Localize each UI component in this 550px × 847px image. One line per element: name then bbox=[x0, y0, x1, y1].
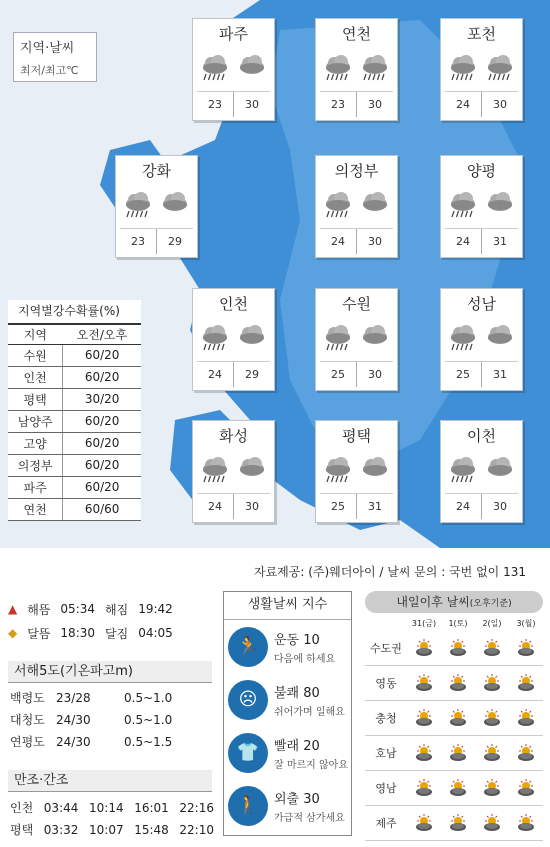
wave-title: 서해5도(기온파고m) bbox=[8, 661, 212, 683]
cloud-icon bbox=[360, 455, 390, 489]
tide-title: 만조·간조 bbox=[8, 770, 212, 792]
tide-time: 10:14 bbox=[89, 801, 124, 815]
precip-value: 60/20 bbox=[63, 476, 141, 498]
city-card bbox=[440, 18, 523, 121]
moonrise-time: 18:30 bbox=[60, 626, 96, 640]
island-wave: 0.5~1.5 bbox=[124, 735, 173, 749]
tide-row bbox=[10, 819, 214, 841]
island-name: 연평도 bbox=[10, 735, 45, 749]
island-wave: 0.5~1.0 bbox=[124, 691, 173, 705]
temp-high: 31 bbox=[368, 500, 382, 513]
tide-time: 03:32 bbox=[43, 823, 79, 837]
precip-value: 60/20 bbox=[63, 366, 141, 388]
forecast-region: 호남 bbox=[375, 747, 397, 760]
rain-cloud-icon bbox=[200, 53, 230, 87]
sunrise-label: 해뜸 bbox=[27, 602, 51, 617]
forecast-row bbox=[365, 666, 543, 701]
sun-row bbox=[8, 597, 218, 621]
rain-cloud-icon bbox=[360, 53, 390, 87]
forecast-panel bbox=[365, 591, 543, 837]
temp-low: 24 bbox=[320, 229, 357, 254]
rain-cloud-icon bbox=[123, 190, 153, 224]
rain-cloud-icon bbox=[200, 455, 230, 489]
forecast-row bbox=[365, 736, 543, 771]
legend-subtitle: 최저/최고℃ bbox=[20, 64, 79, 77]
rain-cloud-icon bbox=[448, 53, 478, 87]
sun-cloud-icon bbox=[441, 744, 475, 762]
city-card bbox=[440, 155, 523, 258]
cloud-icon bbox=[160, 190, 190, 224]
precip-value: 60/20 bbox=[63, 432, 141, 454]
sun-cloud-icon bbox=[475, 639, 509, 657]
forecast-region: 수도권 bbox=[370, 642, 402, 655]
life-index-panel bbox=[223, 591, 352, 836]
data-credit: 자료제공: (주)웨더아이 / 날씨 문의 : 국번 없이 131 bbox=[254, 565, 526, 579]
forecast-region: 제주 bbox=[375, 817, 397, 830]
temp-high: 30 bbox=[493, 500, 507, 513]
life-index-item bbox=[224, 673, 351, 726]
precip-region: 의정부 bbox=[8, 454, 63, 476]
forecast-note: (오후기준) bbox=[469, 599, 512, 609]
city-name: 강화 bbox=[142, 162, 171, 180]
table-row bbox=[8, 432, 141, 454]
sun-moon-times bbox=[8, 597, 218, 645]
precip-region: 인천 bbox=[8, 366, 63, 388]
table-row bbox=[8, 410, 141, 432]
precip-value: 60/20 bbox=[63, 410, 141, 432]
city-name: 파주 bbox=[219, 25, 248, 43]
precip-region: 연천 bbox=[8, 498, 63, 520]
rain-cloud-icon bbox=[323, 190, 353, 224]
table-row bbox=[8, 476, 141, 498]
temp-low: 23 bbox=[120, 229, 157, 254]
city-card bbox=[115, 155, 198, 258]
sun-cloud-icon bbox=[509, 709, 543, 727]
precip-value: 60/20 bbox=[63, 454, 141, 476]
cloud-icon bbox=[485, 455, 515, 489]
moonrise-label: 달뜸 bbox=[27, 626, 51, 641]
temp-high: 30 bbox=[368, 235, 382, 248]
precip-region: 파주 bbox=[8, 476, 63, 498]
island-wave: 0.5~1.0 bbox=[124, 713, 173, 727]
forecast-date: 31(금) bbox=[411, 619, 437, 628]
island-temp: 24/30 bbox=[56, 713, 91, 727]
city-card bbox=[192, 420, 275, 523]
run-icon: 🏃 bbox=[228, 627, 268, 667]
forecast-date: 2(일) bbox=[482, 619, 502, 628]
wave-table bbox=[10, 687, 214, 753]
sun-cloud-icon bbox=[407, 639, 441, 657]
temp-low: 24 bbox=[445, 229, 482, 254]
life-index-desc: 잘 마르지 않아요 bbox=[274, 759, 348, 771]
temp-high: 30 bbox=[368, 368, 382, 381]
temp-low: 25 bbox=[320, 494, 357, 519]
city-name: 수원 bbox=[342, 295, 371, 313]
sun-cloud-icon bbox=[441, 674, 475, 692]
map-legend bbox=[13, 32, 97, 82]
precip-value: 60/60 bbox=[63, 498, 141, 520]
temp-high: 29 bbox=[245, 368, 259, 381]
cloud-icon bbox=[485, 323, 515, 357]
city-card bbox=[192, 288, 275, 391]
sun-cloud-icon bbox=[475, 709, 509, 727]
forecast-region: 충청 bbox=[375, 712, 397, 725]
temp-high: 31 bbox=[493, 368, 507, 381]
life-index-desc: 쉬어가며 일해요 bbox=[274, 706, 345, 718]
temp-high: 30 bbox=[245, 98, 259, 111]
rain-cloud-icon bbox=[448, 323, 478, 357]
sunset-label: 해짐 bbox=[105, 602, 129, 617]
city-name: 양평 bbox=[467, 162, 496, 180]
forecast-region: 영남 bbox=[375, 782, 397, 795]
cloud-icon bbox=[237, 53, 267, 87]
life-index-name: 외출 30 bbox=[274, 791, 320, 807]
tide-place: 평택 bbox=[10, 823, 34, 837]
face-icon: ☹ bbox=[228, 680, 268, 720]
sun-cloud-icon bbox=[509, 779, 543, 797]
wave-row bbox=[10, 731, 214, 753]
temp-high: 30 bbox=[493, 98, 507, 111]
life-index-title: 생활날씨 지수 bbox=[224, 592, 351, 620]
precip-value: 60/20 bbox=[63, 344, 141, 366]
sun-cloud-icon bbox=[509, 639, 543, 657]
cloud-icon bbox=[237, 323, 267, 357]
legend-title: 지역·날씨 bbox=[20, 41, 75, 56]
island-name: 대청도 bbox=[10, 713, 45, 727]
sun-cloud-icon bbox=[475, 744, 509, 762]
table-row bbox=[8, 454, 141, 476]
precip-region: 평택 bbox=[8, 388, 63, 410]
temp-high: 30 bbox=[245, 500, 259, 513]
city-name: 의정부 bbox=[334, 162, 379, 180]
temp-low: 25 bbox=[320, 362, 357, 387]
sun-cloud-icon bbox=[407, 814, 441, 832]
rain-cloud-icon bbox=[323, 53, 353, 87]
city-name: 인천 bbox=[219, 295, 248, 313]
life-index-name: 불쾌 80 bbox=[274, 685, 320, 701]
forecast-date: 1(토) bbox=[448, 619, 468, 628]
temp-high: 29 bbox=[168, 235, 182, 248]
forecast-title: 내일이후 날씨 bbox=[396, 595, 470, 609]
temp-low: 24 bbox=[197, 494, 234, 519]
table-row bbox=[8, 498, 141, 520]
cloud-icon bbox=[360, 190, 390, 224]
tide-table bbox=[10, 797, 214, 841]
temp-low: 24 bbox=[445, 92, 482, 117]
tide-time: 16:01 bbox=[134, 801, 169, 815]
city-name: 이천 bbox=[467, 427, 496, 445]
life-index-name: 빨래 20 bbox=[274, 738, 320, 754]
tide-time: 15:48 bbox=[134, 823, 169, 837]
tide-time: 22:10 bbox=[179, 823, 214, 837]
precip-col-ampm: 오전/오후 bbox=[63, 324, 141, 344]
sun-cloud-icon bbox=[475, 674, 509, 692]
tide-time: 10:07 bbox=[89, 823, 124, 837]
forecast-date: 3(월) bbox=[516, 619, 536, 628]
city-name: 화성 bbox=[219, 427, 248, 445]
rain-cloud-icon bbox=[200, 323, 230, 357]
moonset-label: 달짐 bbox=[105, 626, 129, 641]
cloud-icon bbox=[485, 190, 515, 224]
forecast-dates bbox=[407, 617, 543, 631]
cloud-icon bbox=[237, 455, 267, 489]
life-index-item bbox=[224, 620, 351, 673]
temp-low: 23 bbox=[320, 92, 357, 117]
city-card bbox=[315, 420, 398, 523]
city-card bbox=[192, 18, 275, 121]
forecast-row bbox=[365, 806, 543, 841]
sun-cloud-icon bbox=[441, 709, 475, 727]
sun-cloud-icon bbox=[509, 674, 543, 692]
precip-table bbox=[8, 300, 141, 521]
life-index-item bbox=[224, 726, 351, 779]
forecast-row bbox=[365, 631, 543, 666]
forecast-row bbox=[365, 771, 543, 806]
life-index-name: 운동 10 bbox=[274, 632, 320, 648]
life-index-item bbox=[224, 779, 351, 832]
precip-region: 고양 bbox=[8, 432, 63, 454]
sun-cloud-icon bbox=[509, 744, 543, 762]
temp-low: 24 bbox=[445, 494, 482, 519]
table-row bbox=[8, 366, 141, 388]
city-name: 연천 bbox=[342, 25, 371, 43]
tide-row bbox=[10, 797, 214, 819]
temp-low: 25 bbox=[445, 362, 482, 387]
precip-title: 지역별강수확률(%) bbox=[18, 304, 120, 318]
precip-region: 수원 bbox=[8, 344, 63, 366]
life-index-desc: 가급적 삼가세요 bbox=[274, 812, 345, 824]
tide-time: 22:16 bbox=[179, 801, 214, 815]
island-temp: 23/28 bbox=[56, 691, 91, 705]
temp-high: 30 bbox=[368, 98, 382, 111]
city-name: 성남 bbox=[467, 295, 496, 313]
sunrise-time: 05:34 bbox=[60, 602, 96, 616]
temp-low: 24 bbox=[197, 362, 234, 387]
island-temp: 24/30 bbox=[56, 735, 91, 749]
sunset-time: 19:42 bbox=[138, 602, 173, 616]
rain-cloud-icon bbox=[448, 190, 478, 224]
wave-row bbox=[10, 709, 214, 731]
sun-cloud-icon bbox=[441, 814, 475, 832]
forecast-header bbox=[365, 591, 543, 613]
city-card bbox=[315, 18, 398, 121]
sun-cloud-icon bbox=[441, 639, 475, 657]
sun-cloud-icon bbox=[441, 779, 475, 797]
precip-region: 남양주 bbox=[8, 410, 63, 432]
island-name: 백령도 bbox=[10, 691, 45, 705]
city-card bbox=[440, 288, 523, 391]
moonset-time: 04:05 bbox=[138, 626, 173, 640]
moonrise-icon: ◆ bbox=[8, 626, 18, 640]
temp-low: 23 bbox=[197, 92, 234, 117]
tide-time: 03:44 bbox=[43, 801, 79, 815]
sun-cloud-icon bbox=[407, 709, 441, 727]
shirt-icon: 👕 bbox=[228, 733, 268, 773]
life-index-desc: 다음에 하세요 bbox=[274, 653, 336, 665]
wave-row bbox=[10, 687, 214, 709]
forecast-region: 영동 bbox=[375, 677, 397, 690]
precip-value: 30/20 bbox=[63, 388, 141, 410]
city-card bbox=[315, 288, 398, 391]
rain-cloud-icon bbox=[323, 455, 353, 489]
sun-cloud-icon bbox=[475, 814, 509, 832]
moon-row bbox=[8, 621, 218, 645]
city-name: 평택 bbox=[342, 427, 371, 445]
rain-cloud-icon bbox=[448, 455, 478, 489]
sun-cloud-icon bbox=[509, 814, 543, 832]
temp-high: 31 bbox=[493, 235, 507, 248]
city-card bbox=[315, 155, 398, 258]
sun-cloud-icon bbox=[407, 674, 441, 692]
precip-col-region: 지역 bbox=[8, 324, 63, 344]
rain-cloud-icon bbox=[323, 323, 353, 357]
table-row bbox=[8, 388, 141, 410]
cloud-icon bbox=[360, 323, 390, 357]
city-name: 포천 bbox=[467, 25, 496, 43]
sun-cloud-icon bbox=[407, 779, 441, 797]
sunrise-icon: ▲ bbox=[8, 602, 18, 616]
sun-cloud-icon bbox=[475, 779, 509, 797]
forecast-row bbox=[365, 701, 543, 736]
sun-cloud-icon bbox=[407, 744, 441, 762]
table-row bbox=[8, 344, 141, 366]
walk-icon: 🚶 bbox=[228, 786, 268, 826]
rain-cloud-icon bbox=[485, 53, 515, 87]
tide-place: 인천 bbox=[10, 801, 34, 815]
city-card bbox=[440, 420, 523, 523]
